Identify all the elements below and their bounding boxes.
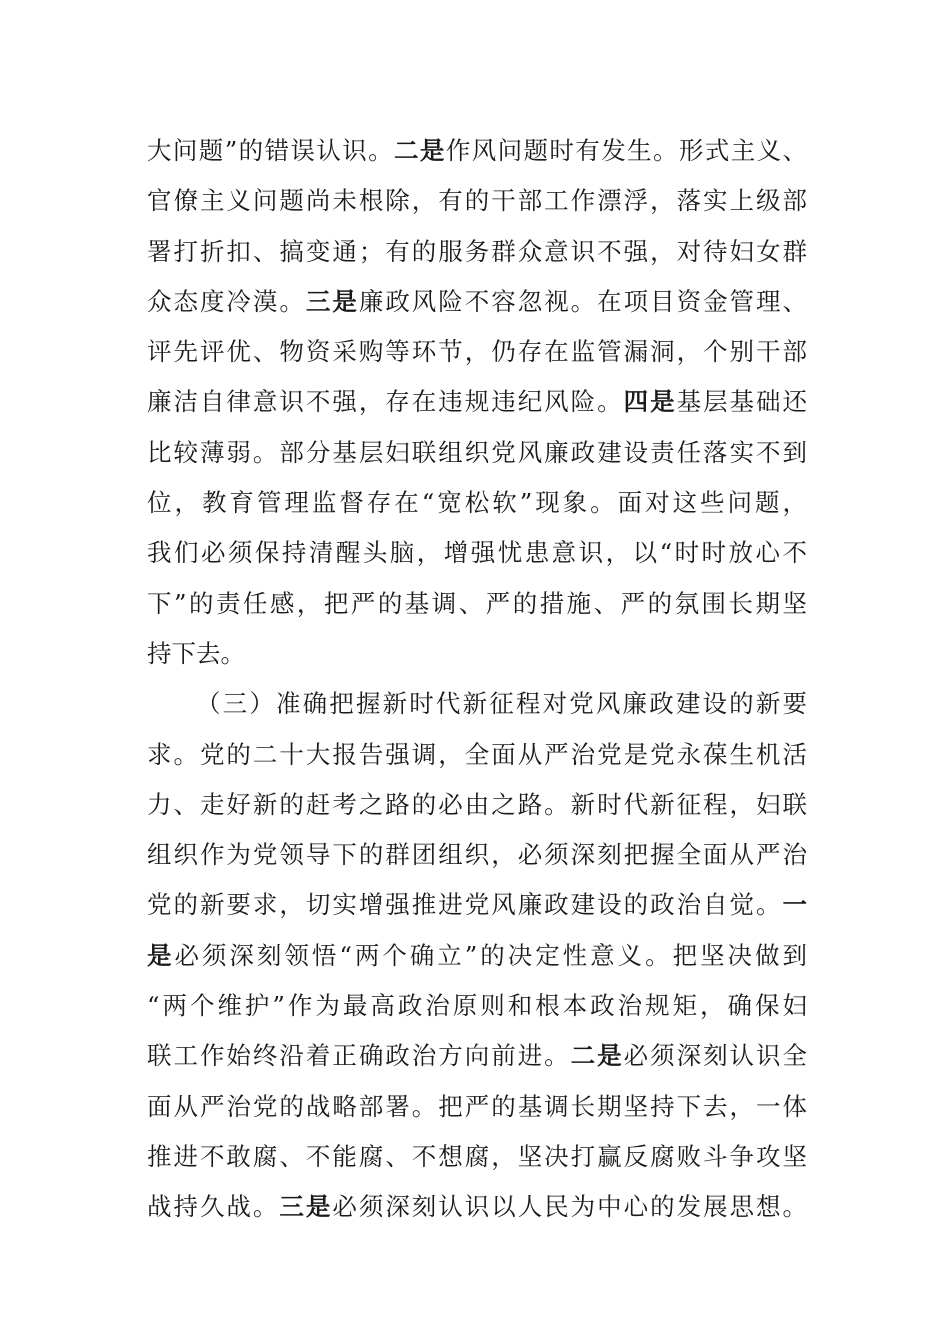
section-heading-line <box>147 679 807 729</box>
text-line <box>147 981 807 1031</box>
text-line <box>147 478 807 528</box>
text-run: 党的新要求，切实增强推进党风廉政建设的政治自觉。 <box>147 890 783 920</box>
bold-lead-in: 四是 <box>623 387 677 417</box>
text-line <box>147 176 807 226</box>
text-line <box>147 1082 807 1132</box>
text-run: 联工作始终沿着正确政治方向前进。 <box>147 1041 571 1071</box>
text-run: 求。党的二十大报告强调，全面从严治党是党永葆生机活 <box>147 739 807 769</box>
text-run: 必须深刻认识以人民为中心的发展思想。 <box>332 1192 807 1222</box>
text-run: 众态度冷漠。 <box>147 286 306 316</box>
bold-lead-in: 三是 <box>305 286 359 316</box>
text-run: 推进不敢腐、不能腐、不想腐，坚决打赢反腐败斗争攻坚 <box>147 1141 807 1171</box>
text-line <box>147 1182 807 1232</box>
text-run: （三）准确把握新时代新征程对党风廉政建设的新要 <box>196 689 807 719</box>
text-line <box>147 227 807 277</box>
text-run: 署打折扣、搞变通；有的服务群众意识不强，对待妇女群 <box>147 236 807 266</box>
text-run: 比较薄弱。部分基层妇联组织党风廉政建设责任落实不到 <box>147 437 807 467</box>
bold-lead-in: 二是 <box>394 136 446 165</box>
bold-lead-in: 一 <box>782 890 807 920</box>
bold-lead-in: 三是 <box>279 1192 333 1222</box>
text-run: 战持久战。 <box>147 1192 280 1222</box>
text-line <box>147 528 807 578</box>
text-line <box>147 327 807 377</box>
text-line <box>147 780 807 830</box>
text-line <box>147 277 807 327</box>
text-run: 大问题”的错误认识。 <box>147 136 395 165</box>
text-line <box>147 1031 807 1081</box>
text-run: 面从严治党的战略部署。把严的基调长期坚持下去，一体 <box>147 1091 807 1121</box>
text-run: 官僚主义问题尚未根除，有的干部工作漂浮，落实上级部 <box>147 186 807 216</box>
bold-lead-in: 是 <box>147 940 175 970</box>
text-run: 持下去。 <box>147 638 245 668</box>
text-line <box>147 730 807 780</box>
text-line <box>147 126 807 176</box>
body-text <box>147 126 807 1233</box>
text-run: 评先评优、物资采购等环节，仍存在监管漏洞，个别干部 <box>147 337 807 367</box>
text-run: 必须深刻认识全 <box>623 1041 807 1071</box>
text-run: 位，教育管理监督存在“宽松软”现象。面对这些问题， <box>147 488 807 518</box>
text-run: 廉政风险不容忽视。在项目资金管理、 <box>358 286 807 316</box>
text-line <box>147 830 807 880</box>
text-run: “两个维护”作为最高政治原则和根本政治规矩，确保妇 <box>147 991 807 1021</box>
text-line <box>147 629 807 679</box>
bold-lead-in: 二是 <box>570 1041 624 1071</box>
text-line <box>147 1132 807 1182</box>
text-line <box>147 880 807 930</box>
text-run: 廉洁自律意识不强，存在违规违纪风险。 <box>147 387 624 417</box>
text-run: 下”的责任感，把严的基调、严的措施、严的氛围长期坚 <box>147 588 807 618</box>
text-line <box>147 579 807 629</box>
text-line <box>147 428 807 478</box>
text-line <box>147 377 807 427</box>
text-run: 力、走好新的赶考之路的必由之路。新时代新征程，妇联 <box>147 789 807 819</box>
text-run: 组织作为党领导下的群团组织，必须深刻把握全面从严治 <box>147 840 807 870</box>
text-run: 我们必须保持清醒头脑，增强忧患意识，以“时时放心不 <box>147 538 807 568</box>
text-run: 必须深刻领悟“两个确立”的决定性意义。把坚决做到 <box>174 940 807 970</box>
text-line <box>147 931 807 981</box>
text-run: 作风问题时有发生。形式主义、 <box>445 136 807 165</box>
text-run: 基层基础还 <box>676 387 807 417</box>
